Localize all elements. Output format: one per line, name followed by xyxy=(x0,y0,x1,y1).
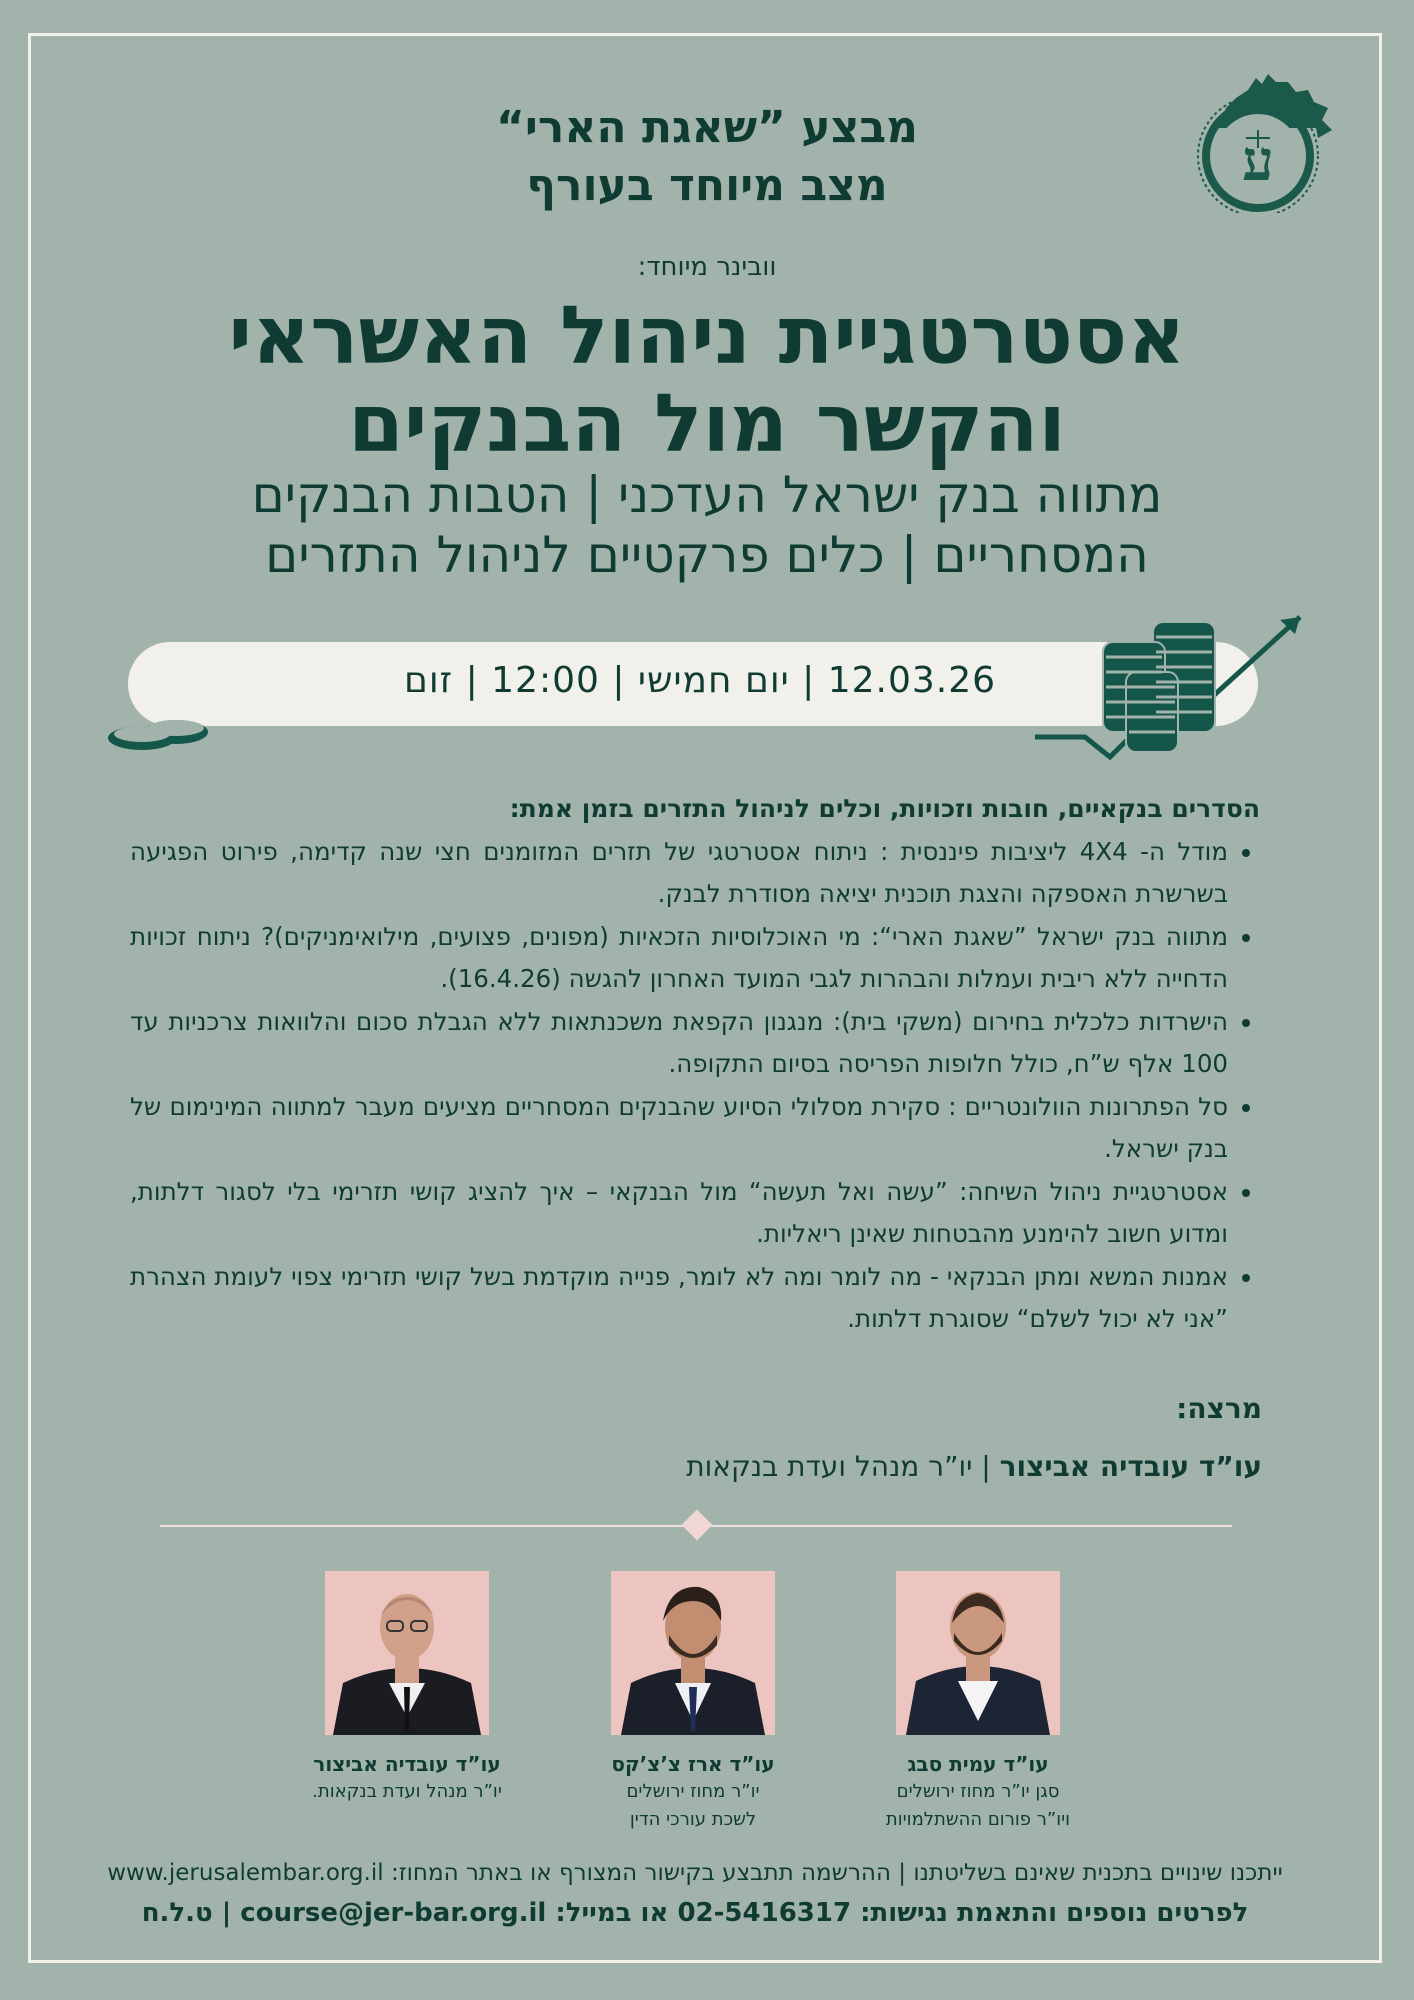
operation-title: מבצע ”שאגת הארי“ xyxy=(496,102,918,153)
speaker-role-line: לשכת עורכי הדין xyxy=(629,1809,757,1830)
main-title-line2: והקשר מול הבנקים xyxy=(348,377,1066,470)
presenter-name: עו”ד עובדיה אביצור xyxy=(999,1450,1262,1483)
speaker-role xyxy=(277,1778,537,1806)
webinar-label: וובינר מיוחד: xyxy=(637,252,777,282)
speaker-name: עו”ד ארז צ’צ’קס xyxy=(611,1752,775,1776)
topics-list xyxy=(130,831,1260,1341)
speaker-role-line: יו”ר מחוז ירושלים xyxy=(626,1781,760,1802)
presenter-line xyxy=(686,1450,1262,1483)
svg-text:ע: ע xyxy=(1242,128,1274,194)
footer-note: ייתכנו שינויים בתכנית שאינם בשליטתנו | ההרשמה תתבצע בקישור המצורף או באתר המחוז: www.jerusalembar.org.il xyxy=(107,1860,1283,1886)
speaker-photo xyxy=(611,1571,775,1735)
footer-contact: לפרטים נוספים והתאמת נגישות: 02-5416317 או במייל: course@jer-bar.org.il | ט.ל.ח xyxy=(141,1898,1249,1928)
operation-subtitle: מצב מיוחד בעורף xyxy=(526,160,888,211)
speaker-role xyxy=(848,1778,1108,1834)
speaker-role-line: סגן יו”ר מחוז ירושלים xyxy=(896,1781,1060,1802)
topic-item: • מודל ה- 4X4 ליציבות פיננסית : ניתוח אסטרטגי של תזרים המזומנים חצי שנה קדימה, פירוט הפגיעה בשרשרת האספקה והצגת תוכנית יציאה מסודרת לבנק. xyxy=(130,831,1228,916)
coins-growth-icon xyxy=(1030,612,1310,762)
subtitle-line1: מתווה בנק ישראל העדכני | הטבות הבנקים xyxy=(251,466,1163,524)
speaker-role xyxy=(563,1778,823,1834)
content-section xyxy=(130,788,1260,1341)
topic-item: • הישרדות כלכלית בחירום (משקי בית): מנגנון הקפאת משכנתאות ללא הגבלת סכום והלוואות צרכניות עד 100 אלף ש”ח, כולל חלופות הפריסה בסיום התקופה. xyxy=(130,1001,1228,1086)
speaker-role-line: ויו”ר פורום ההשתלמויות xyxy=(885,1809,1071,1830)
speaker-photo xyxy=(896,1571,1060,1735)
topic-item: • סל הפתרונות הוולונטריים : סקירת מסלולי הסיוע שהבנקים המסחריים מציעים מעבר למתווה המינימום של בנק ישראל. xyxy=(130,1086,1228,1171)
speaker-role-line: יו”ר מנהל ועדת בנקאות. xyxy=(312,1781,502,1802)
speaker-name: עו”ד עובדיה אביצור xyxy=(313,1752,501,1776)
small-coins-icon xyxy=(104,714,214,754)
presenter-role: | יו”ר מנהל ועדת בנקאות xyxy=(686,1450,1000,1483)
presenter-label: מרצה: xyxy=(1176,1392,1262,1425)
topic-item: • אסטרטגיית ניהול השיחה: ”עשה ואל תעשה“ מול הבנקאי – איך להציג קושי תזרימי בלי לסגור דלתות, ומדוע חשוב להימנע מהבטחות שאינן ריאליות. xyxy=(130,1171,1228,1256)
speaker-photo xyxy=(325,1571,489,1735)
topic-item: • מתווה בנק ישראל ”שאגת הארי“: מי האוכלוסיות הזכאיות (מפונים, פצועים, מילואימניקים)? ניתוח זכויות הדחייה ללא ריבית ועמלות והבהרות לגבי המועד האחרון להגשה (16.4.26). xyxy=(130,916,1228,1001)
speaker-name: עו”ד עמית סבג xyxy=(907,1752,1049,1776)
main-title-line1: אסטרטגיית ניהול האשראי xyxy=(228,289,1186,382)
content-intro: הסדרים בנקאיים, חובות וזכויות, וכלים לניהול התזרים בזמן אמת: xyxy=(509,794,1260,823)
subtitle-line2: המסחריים | כלים פרקטיים לניהול התזרים xyxy=(265,526,1149,584)
topic-item: • אמנות המשא ומתן הבנקאי - מה לומר ומה לא לומר, פנייה מוקדמת בשל קושי תזרימי צפוי לעומת הצהרת ”אני לא יכול לשלם“ שסוגרת דלתות. xyxy=(130,1256,1228,1341)
event-info-text: 12.03.26 | יום חמישי | 12:00 | זום xyxy=(403,660,997,701)
